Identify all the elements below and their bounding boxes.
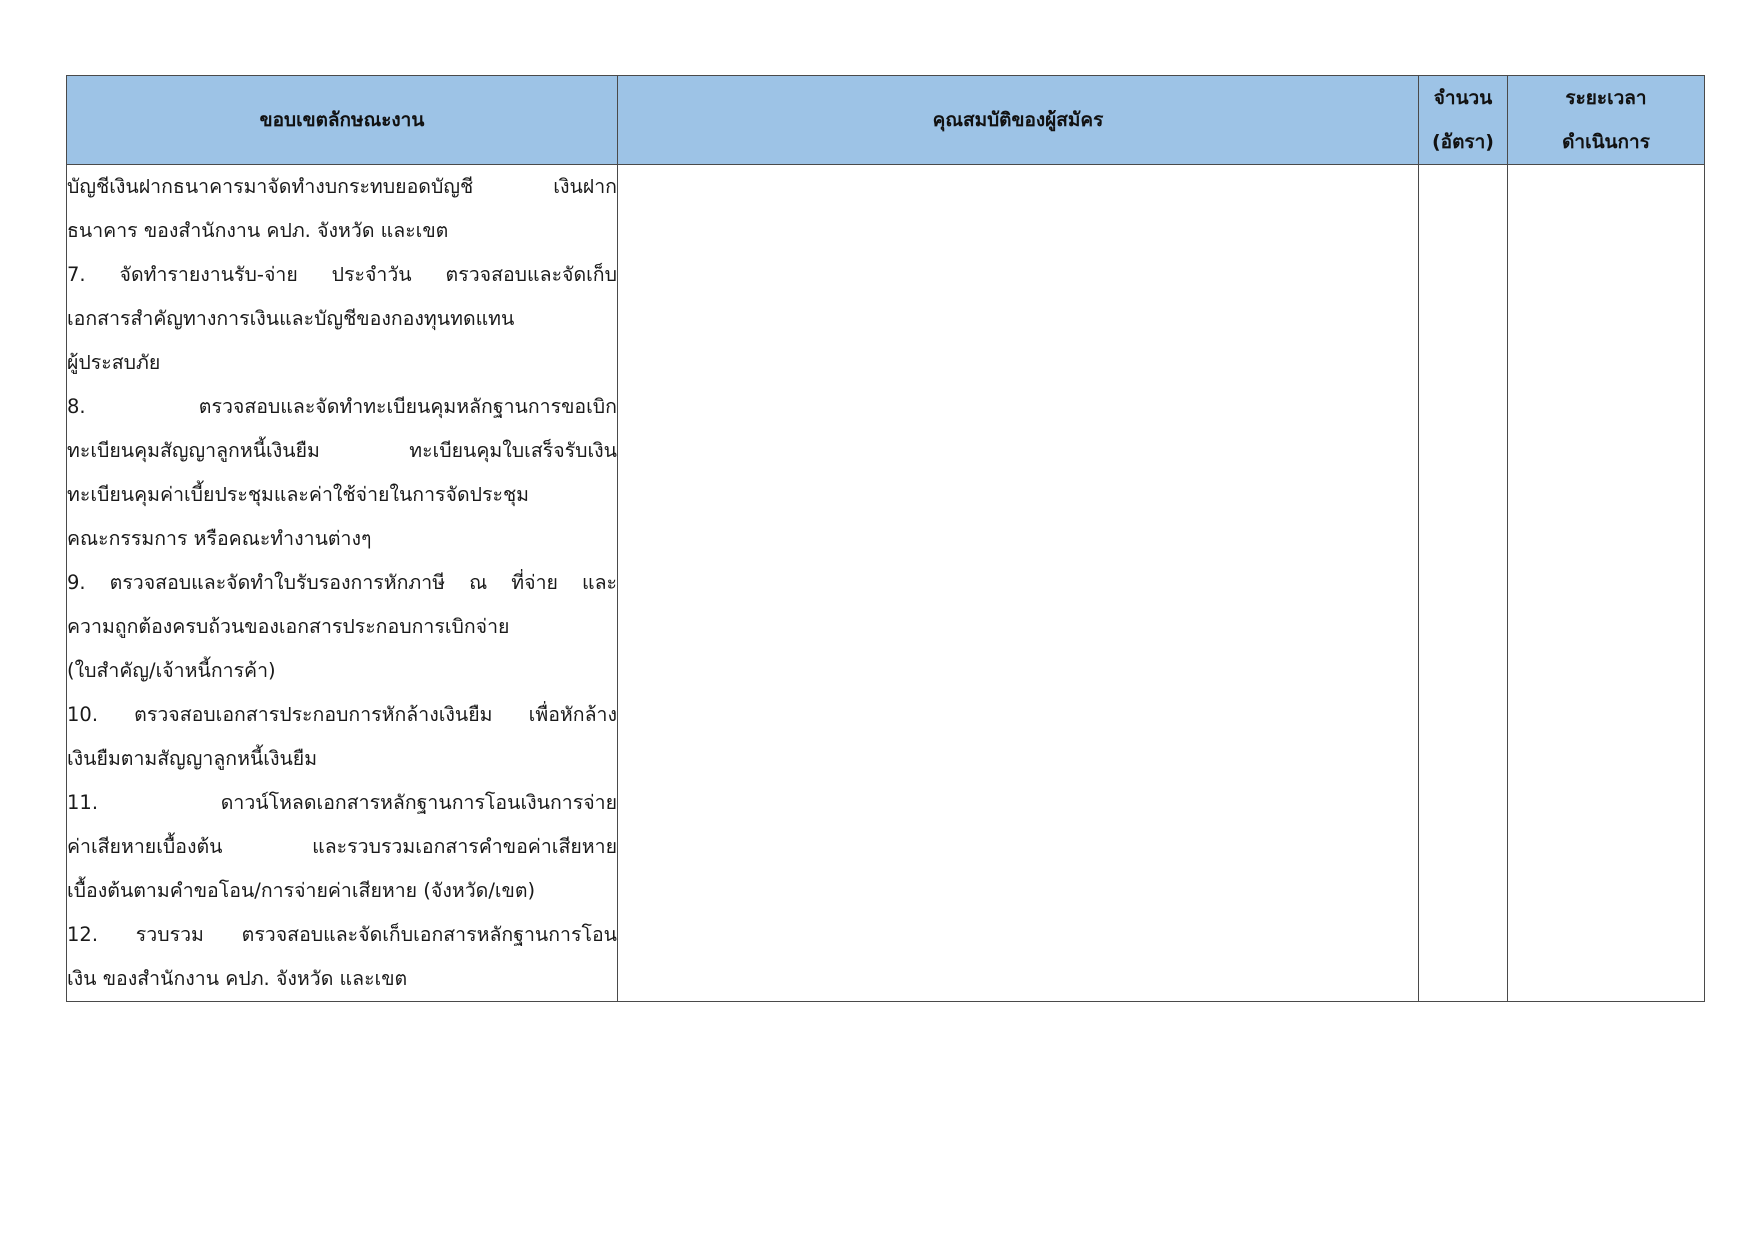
- table-header-row: [67, 76, 1705, 165]
- scope-line: 8. ตรวจสอบและจัดทำทะเบียนคุมหลักฐานการขอเบิก: [67, 395, 617, 418]
- scope-cell: [67, 165, 618, 1002]
- duration-cell: [1508, 165, 1705, 1002]
- header-quantity: [1419, 76, 1508, 165]
- scope-line: คณะกรรมการ หรือคณะทำงานต่างๆ: [67, 527, 372, 550]
- scope-line: ธนาคาร ของสำนักงาน คปภ. จังหวัด และเขต: [67, 219, 449, 242]
- scope-line: ค่าเสียหายเบื้องต้น และรวบรวมเอกสารคำขอค่าเสียหาย: [67, 835, 617, 858]
- scope-line: ความถูกต้องครบถ้วนของเอกสารประกอบการเบิกจ่าย: [67, 615, 510, 638]
- scope-line: ผู้ประสบภัย: [67, 351, 161, 374]
- job-scope-table: [66, 75, 1705, 1002]
- scope-line: เอกสารสำคัญทางการเงินและบัญชีของกองทุนทดแทน: [67, 307, 515, 330]
- scope-line: 7. จัดทำรายงานรับ-จ่าย ประจำวัน ตรวจสอบและจัดเก็บ: [67, 263, 617, 286]
- scope-line: เงินยืมตามสัญญาลูกหนี้เงินยืม: [67, 747, 318, 770]
- qualifications-cell: [618, 165, 1419, 1002]
- scope-line: เงิน ของสำนักงาน คปภ. จังหวัด และเขต: [67, 967, 408, 990]
- scope-line: 10. ตรวจสอบเอกสารประกอบการหักล้างเงินยืม เพื่อหักล้าง: [67, 703, 617, 726]
- scope-line: ทะเบียนคุมค่าเบี้ยประชุมและค่าใช้จ่ายในการจัดประชุม: [67, 483, 530, 506]
- scope-line: เบื้องต้นตามคำขอโอน/การจ่ายค่าเสียหาย (จังหวัด/เขต): [67, 879, 536, 902]
- scope-line: 9. ตรวจสอบและจัดทำใบรับรองการหักภาษี ณ ที่จ่าย และ: [67, 571, 617, 594]
- header-duration-line2: ดำเนินการ: [1562, 131, 1650, 153]
- header-quantity-line2: (อัตรา): [1432, 131, 1494, 153]
- scope-line: บัญชีเงินฝากธนาคารมาจัดทำงบกระทบยอดบัญชี เงินฝาก: [67, 175, 617, 198]
- header-qualifications: คุณสมบัติของผู้สมัคร: [618, 76, 1419, 165]
- scope-line: 12. รวบรวม ตรวจสอบและจัดเก็บเอกสารหลักฐานการโอน: [67, 923, 617, 946]
- header-scope: ขอบเขตลักษณะงาน: [67, 76, 618, 165]
- scope-line: (ใบสำคัญ/เจ้าหนี้การค้า): [67, 659, 276, 682]
- scope-line: ทะเบียนคุมสัญญาลูกหนี้เงินยืม ทะเบียนคุมใบเสร็จรับเงิน: [67, 439, 617, 462]
- scope-line: 11. ดาวน์โหลดเอกสารหลักฐานการโอนเงินการจ่าย: [67, 791, 617, 814]
- header-quantity-line1: จำนวน: [1433, 87, 1493, 109]
- table-row: [67, 165, 1705, 1002]
- quantity-cell: [1419, 165, 1508, 1002]
- header-duration: [1508, 76, 1705, 165]
- header-duration-line1: ระยะเวลา: [1565, 87, 1647, 109]
